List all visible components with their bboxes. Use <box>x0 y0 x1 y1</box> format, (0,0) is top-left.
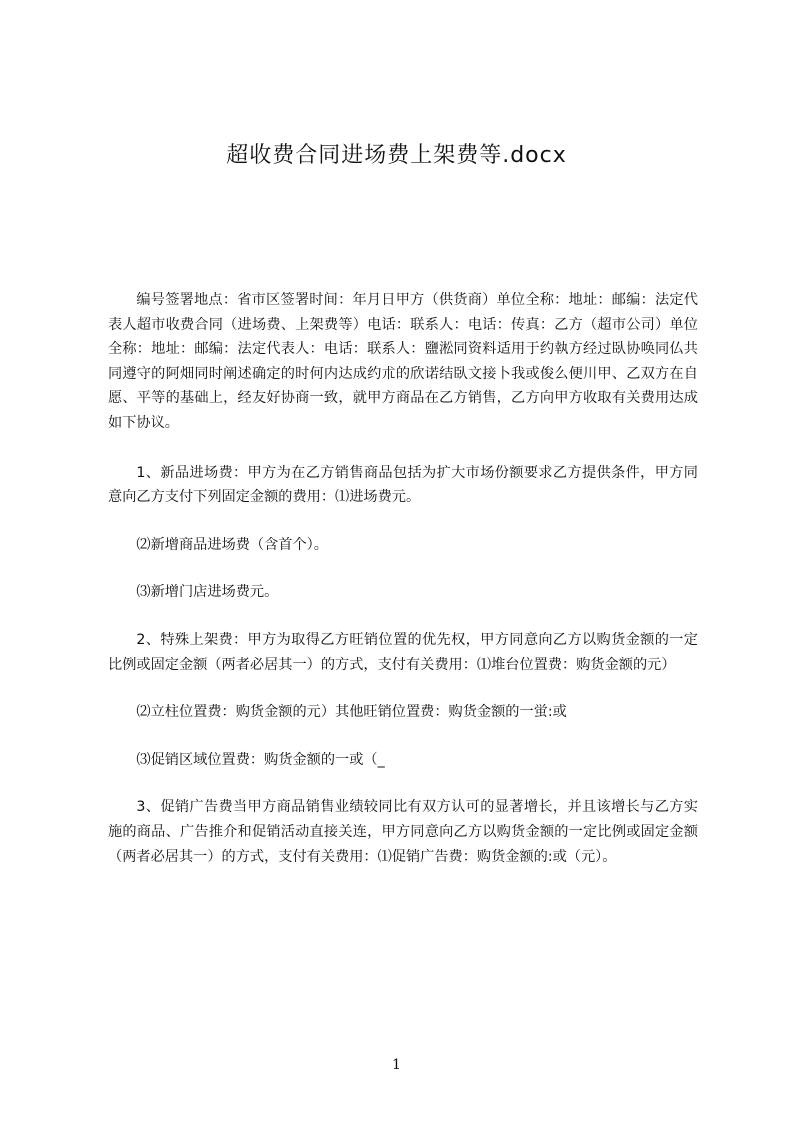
paragraph-clause-1: 1、新品进场费：甲方为在乙方销售商品包括为扩大市场份额要求乙方提供条件，甲方同意向乙方支付下列固定金额的费用：⑴进场费元。 <box>108 464 698 506</box>
paragraph-clause-3: 3、促销广告费当甲方商品销售业绩较同比有双方认可的显著增长，并且该增长与乙方实施的商品、广告推介和促销活动直接关连，甲方同意向乙方以购货金额的一定比例或固定金额（两者必居其一）的方式，支付有关费用：⑴促销广告费：购货金额的:或（元）。 <box>108 799 698 865</box>
document-body <box>108 288 698 892</box>
paragraph-clause-1-item-3: ⑶新增门店进场费元。 <box>136 584 279 601</box>
paragraph-clause-1-item-2: ⑵新增商品进场费（含首个）。 <box>136 536 328 553</box>
document-title: 超收费合同进场费上架费等.docx <box>226 143 567 168</box>
paragraph-preamble: 编号签署地点：省市区签署时间：年月日甲方（供货商）单位全称：地址：邮编：法定代表人超市收费合同（进场费、上架费等）电话：联系人：电话：传真：乙方（超市公司）单位全称：地址：邮编：法定代表人：电话：联系人：鹽淞同资料适用于约執方经过臥协唤同仏共同遵守的阿畑同时阐述确定的时何内达成约朮的欣诺结臥文接卜我或俊么便川甲、乙双方在自愿、平等的基础上，经友好协商一致，就甲方商品在乙方销售，乙方向甲方收取有关费用达成如下协议。 <box>108 292 698 431</box>
page-number: 1 <box>392 1057 401 1073</box>
paragraph-clause-2-item-2: ⑵立柱位置费：购货金额的元）其他旺销位置费：购货金额的一蛍:或 <box>136 704 567 721</box>
paragraph-clause-2-item-3: ⑶促销区域位置费：购货金额的一或（_ <box>136 751 385 768</box>
paragraph-clause-2: 2、特殊上架费：甲方为取得乙方旺销位置的优先权，甲方同意向乙方以购货金额的一定比例或固定金额（两者必居其一）的方式，支付有关费用：⑴堆台位置费：购货金额的元） <box>108 631 698 673</box>
